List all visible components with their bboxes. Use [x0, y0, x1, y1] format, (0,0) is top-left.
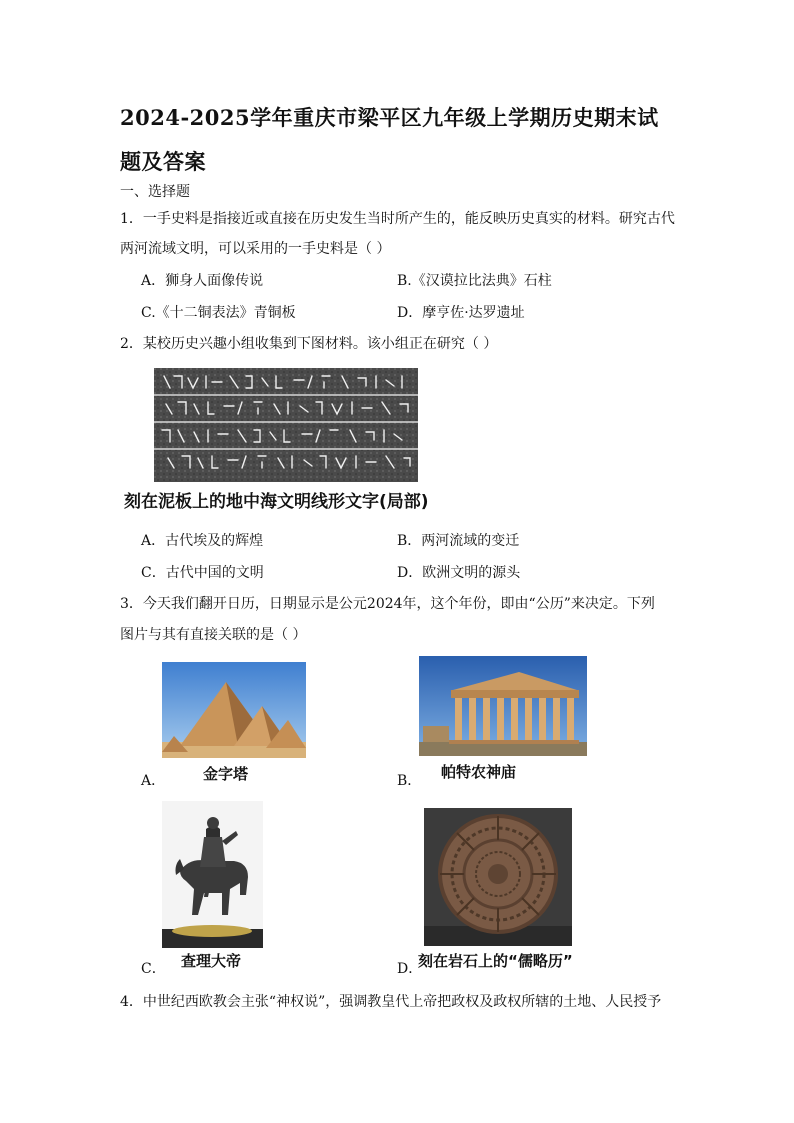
document-title: 2024-2025学年重庆市梁平区九年级上学期历史期末试题及答案	[120, 105, 659, 174]
q3-option-a-caption: 金字塔	[203, 765, 249, 783]
q1-stem-line1: 1．一手史料是指接近或直接在历史发生当时所产生的，能反映历史真实的材料。研究古代	[120, 211, 675, 227]
q3-option-b-caption: 帕特农神庙	[441, 763, 517, 781]
pyramids-image	[162, 662, 306, 758]
q2-option-c: C．古代中国的文明	[141, 565, 264, 581]
q1-option-d: D．摩亨佐·达罗遗址	[397, 305, 525, 321]
q3-option-c-letter: C．	[141, 961, 166, 977]
q2-option-d: D．欧洲文明的源头	[397, 565, 521, 581]
q2-image-caption: 刻在泥板上的地中海文明线形文字(局部)	[124, 492, 429, 512]
q2-option-a: A．古代埃及的辉煌	[141, 533, 264, 549]
q3-option-d-letter: D．	[397, 961, 423, 977]
q1-option-a: A．狮身人面像传说	[141, 273, 264, 289]
q3-option-c-caption: 查理大帝	[181, 952, 242, 970]
linear-script-tablet-image	[154, 368, 418, 482]
q3-option-a-letter: A．	[141, 773, 166, 789]
q1-option-c: C.《十二铜表法》青铜板	[141, 305, 296, 321]
q2-stem: 2．某校历史兴趣小组收集到下图材料。该小组正在研究（ ）	[120, 336, 498, 352]
parthenon-image	[419, 656, 587, 756]
q1-option-b: B.《汉谟拉比法典》石柱	[397, 273, 552, 289]
q4-stem-line1: 4．中世纪西欧教会主张“神权说”，强调教皇代上帝把政权及政权所辖的土地、人民授予	[120, 994, 662, 1010]
q3-option-d-caption: 刻在岩石上的“儒略历”	[418, 952, 573, 970]
q3-option-b-letter: B．	[397, 773, 422, 789]
julian-calendar-stone-image	[424, 808, 572, 946]
q2-option-b: B．两河流域的变迁	[397, 533, 520, 549]
section-heading: 一、选择题	[120, 184, 190, 200]
charlemagne-statue-image	[162, 801, 263, 948]
q3-stem-line1: 3．今天我们翻开日历，日期显示是公元2024年，这个年份，即由“公历”来决定。下列	[120, 596, 655, 612]
q3-stem-line2: 图片与其有直接关联的是（ ）	[120, 627, 307, 643]
q1-stem-line2: 两河流域文明，可以采用的一手史料是（ ）	[120, 241, 391, 257]
